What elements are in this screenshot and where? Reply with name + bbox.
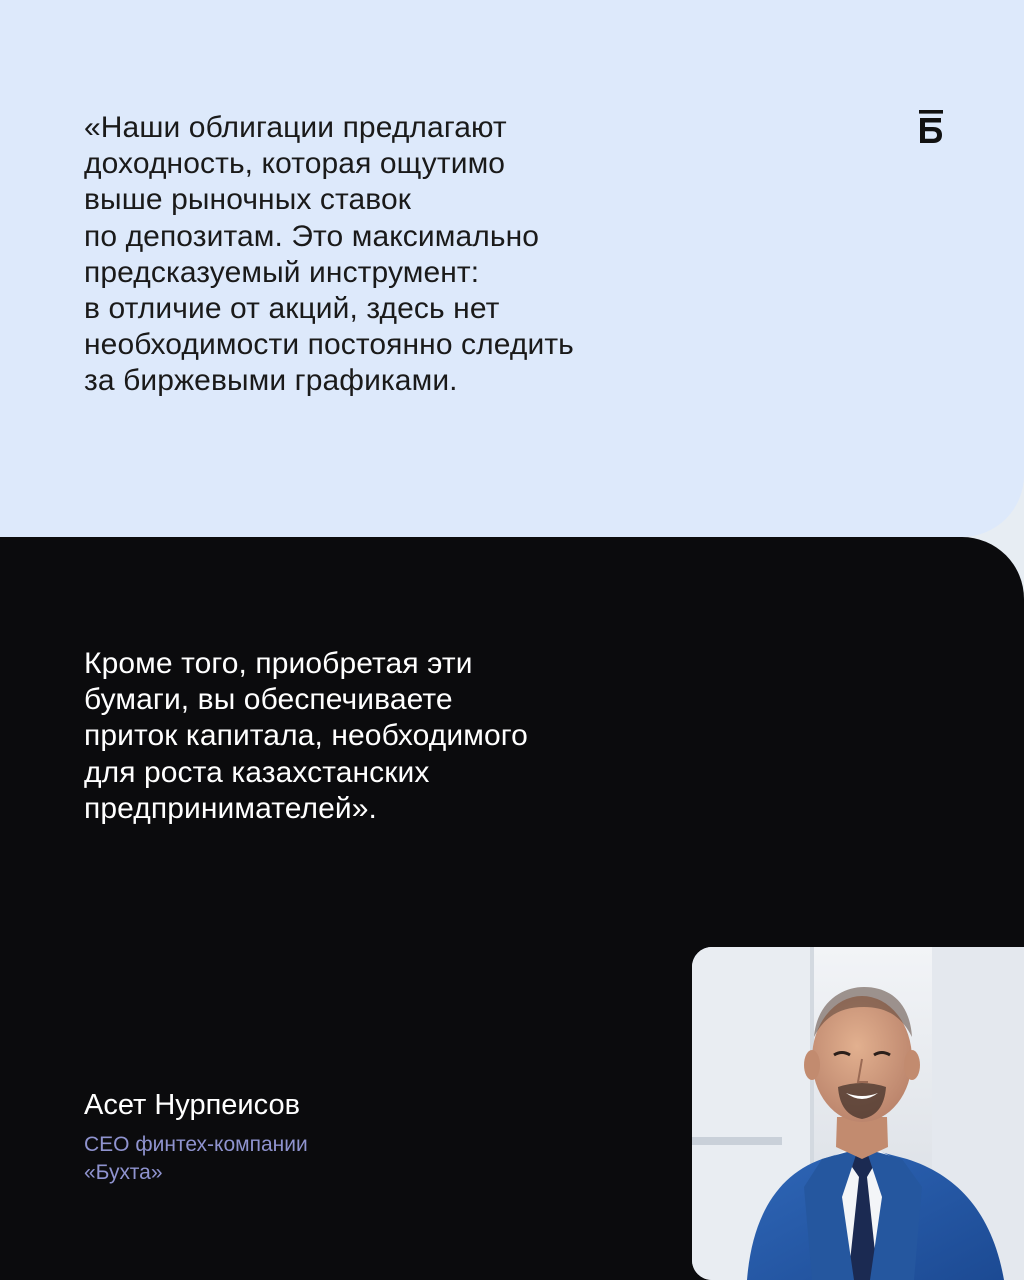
quote-top-card xyxy=(0,0,1024,537)
author-name: Асет Нурпеисов xyxy=(84,1089,300,1121)
quote-line: предсказуемый инструмент: xyxy=(84,255,480,289)
quote-line: в отличие от акций, здесь нет xyxy=(84,292,500,326)
author-role xyxy=(84,1131,308,1187)
quote-line: Кроме того, приобретая эти xyxy=(84,647,473,680)
author-photo xyxy=(692,947,1024,1280)
quote-line: доходность, которая ощутимо xyxy=(84,147,506,181)
portrait-illustration xyxy=(692,947,1024,1280)
quote-line: «Наши облигации предлагают xyxy=(84,111,507,144)
quote-text-bottom xyxy=(84,646,528,827)
quote-line: выше рыночных ставок xyxy=(84,183,412,217)
author-role-line: «Бухта» xyxy=(84,1161,163,1184)
quote-line: бумаги, вы обеспечиваете xyxy=(84,683,453,717)
quote-line: предпринимателей». xyxy=(84,791,377,825)
brand-logo-icon xyxy=(919,110,943,144)
quote-line: за биржевыми графиками. xyxy=(84,364,458,398)
quote-line: приток капитала, необходимого xyxy=(84,719,528,753)
quote-line: по депозитам. Это максимально xyxy=(84,219,540,253)
author-role-line: CEO финтех-компании xyxy=(84,1133,308,1156)
quote-line: необходимости постоянно следить xyxy=(84,328,574,362)
quote-text-top xyxy=(84,110,684,400)
quote-line: для роста казахстанских xyxy=(84,755,430,789)
